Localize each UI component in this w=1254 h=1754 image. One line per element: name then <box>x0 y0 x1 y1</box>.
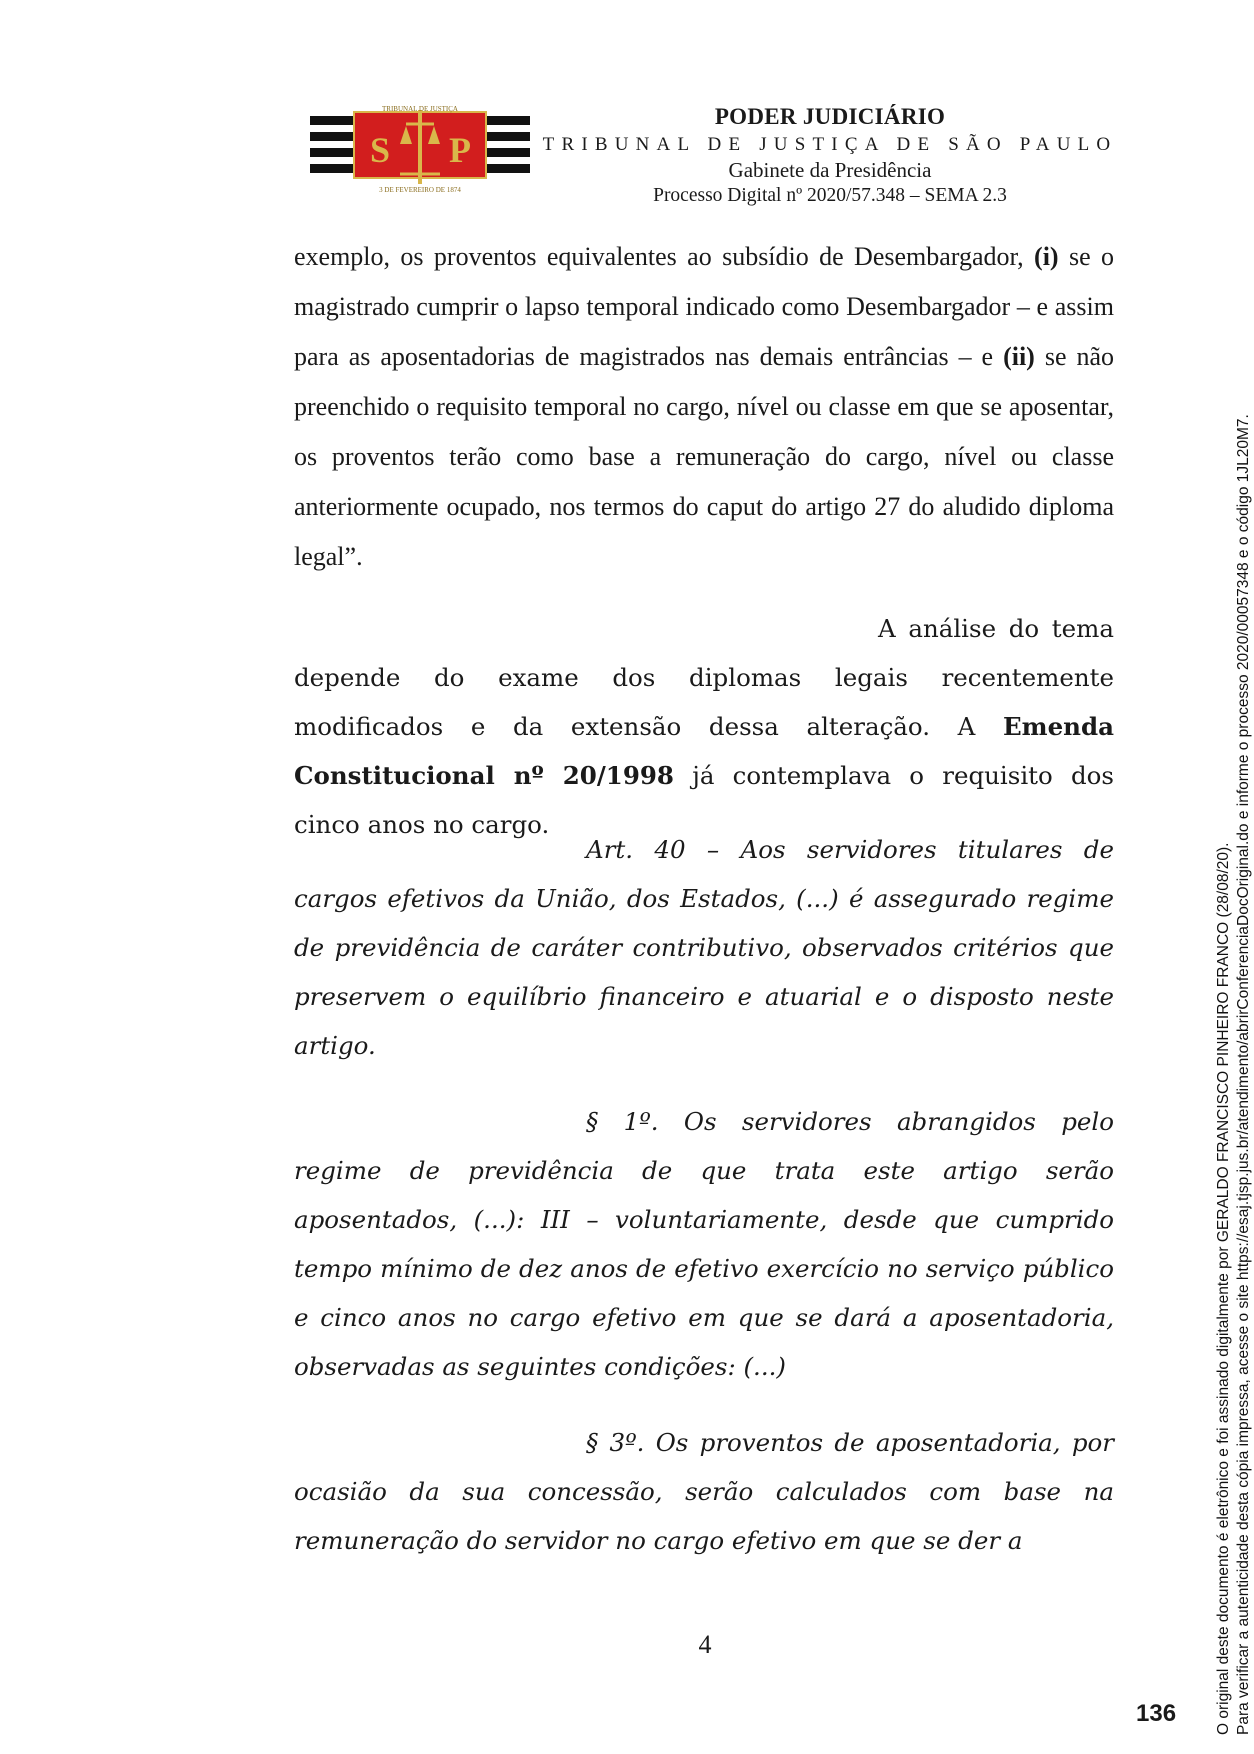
quote-paragraph-3 <box>294 1418 1114 1565</box>
paragraph-2-bold-amendment: Emenda Constitucional nº 20/1998 <box>294 712 1114 790</box>
paragraph-1-bold-i: (i) <box>1034 242 1059 271</box>
authenticity-note-line-2: Para verificar a autenticidade desta cópia impressa, acesse o site https://esaj.tjsp.jus.br/atendimento/abrirConferenciaDocOriginal.do e informe o processo 2020/00057348 e o código 1JL20M7. <box>1235 414 1252 1735</box>
header-office: Gabinete da Presidência <box>728 158 932 182</box>
authenticity-note <box>1214 265 1254 1735</box>
header-title: PODER JUDICIÁRIO <box>714 104 946 129</box>
paragraph-2 <box>294 604 1114 849</box>
header-process-number: Processo Digital nº 2020/57.348 – SEMA 2.3 <box>653 185 1007 206</box>
quote-art-40-text: Art. 40 – Aos servidores titulares de cargos efetivos da União, dos Estados, (...) é assegurado regime de previdência de caráter contributivo, observados critérios que preservem o equilíbrio financeiro e atuarial e o disposto neste artigo. <box>294 835 1114 1060</box>
paragraph-1-text-a: exemplo, os proventos equivalentes ao subsídio de Desembargador, <box>294 242 1035 271</box>
authenticity-note-line-1: O original deste documento é eletrônico e foi assinado digitalmente por GERALDO FRANCISCO PINHEIRO FRANCO (28/08/20). <box>1215 842 1232 1735</box>
seal-top-text: TRIBUNAL DE JUSTIÇA <box>382 105 458 113</box>
quote-paragraph-3-text: § 3º. Os proventos de aposentadoria, por ocasião da sua concessão, serão calculados com base na remuneração do servidor no cargo efetivo em que se der a <box>294 1428 1114 1555</box>
header-court-name: TRIBUNAL DE JUSTIÇA DE SÃO PAULO <box>542 134 1118 155</box>
page-number: 4 <box>698 1630 712 1659</box>
paragraph-2-text-a: A análise do tema depende do exame dos diplomas legais recentemente modificados e da extensão dessa alteração. A <box>294 614 1114 741</box>
seal-bottom-text: 3 DE FEVEREIRO DE 1874 <box>379 186 461 194</box>
sheet-page-stamp: 136 <box>1136 1700 1177 1727</box>
quote-art-40 <box>294 825 1114 1070</box>
quote-paragraph-1-text: § 1º. Os servidores abrangidos pelo regime de previdência de que trata este artigo serão aposentados, (...): III – voluntariamente, desde que cumprido tempo mínimo de dez anos de efetivo exercício no serviço público e cinco anos no cargo efetivo em que se dará a aposentadoria, observadas as seguintes condições: (...) <box>294 1107 1114 1381</box>
seal-letter-s: S <box>369 130 391 170</box>
court-seal-logo <box>310 104 530 194</box>
seal-letter-p: P <box>449 130 471 170</box>
quote-paragraph-1 <box>294 1097 1114 1391</box>
paragraph-2-text-b: já contemplava o requisito dos cinco anos no cargo. <box>294 761 1114 839</box>
paragraph-1-bold-ii: (ii) <box>1003 342 1035 371</box>
paragraph-1-text-b: se o magistrado cumprir o lapso temporal indicado como Desembargador – e assim para as aposentadorias de magistrados nas demais entrâncias – e <box>294 242 1114 371</box>
paragraph-1 <box>294 232 1114 582</box>
paragraph-1-text-c: se não preenchido o requisito temporal no cargo, nível ou classe em que se aposentar, os proventos terão como base a remuneração do cargo, nível ou classe anteriormente ocupado, nos termos do caput do artigo 27 do aludido diploma legal”. <box>294 342 1114 571</box>
